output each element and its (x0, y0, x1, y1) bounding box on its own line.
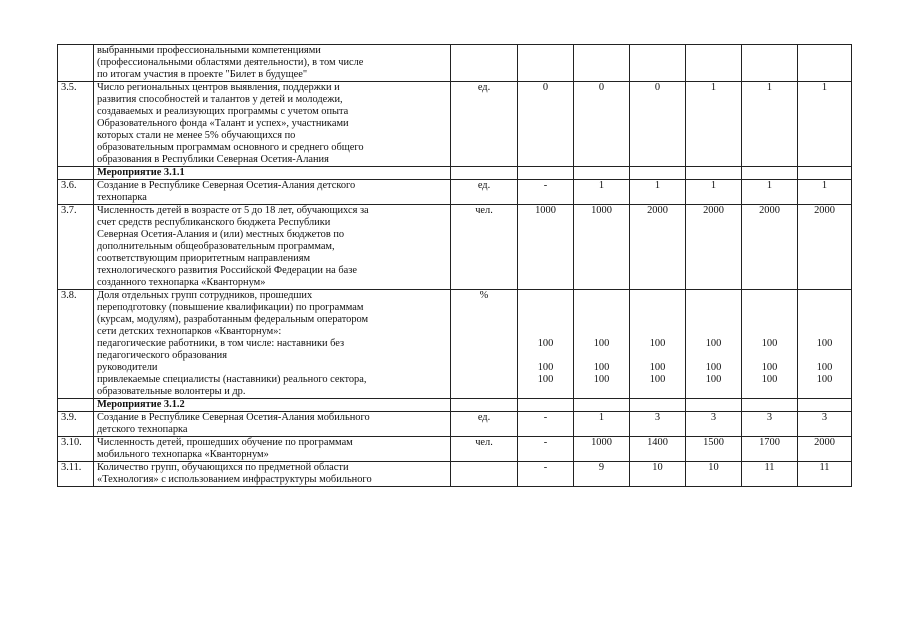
indicator-description (94, 290, 451, 399)
spacer (521, 326, 570, 338)
indicator-description (94, 412, 451, 437)
value-cell (630, 290, 686, 399)
value-cell: 0 (518, 82, 574, 167)
spacer (633, 386, 682, 398)
spacer (689, 386, 738, 398)
value-cell (686, 45, 742, 82)
indicator-description (94, 180, 451, 205)
value-cell: - (518, 180, 574, 205)
value-cell (742, 290, 798, 399)
spacer (521, 350, 570, 362)
description-line: счет средств республиканского бюджета Республики (97, 217, 331, 228)
spacer (577, 302, 626, 314)
description-line: мобильного технопарка «Кванторнум» (97, 449, 269, 460)
spacer (633, 314, 682, 326)
table-row (58, 412, 852, 437)
spacer (633, 302, 682, 314)
indicator-description (94, 437, 451, 462)
row-number-cell: 3.8. (58, 290, 94, 399)
sub-value: 100 (705, 338, 722, 349)
section-heading: Мероприятие 3.1.2 (94, 399, 451, 412)
value-cell: 3 (742, 412, 798, 437)
empty-cell (686, 399, 742, 412)
description-line: которых стали не менее 5% обучающихся по (97, 130, 296, 141)
sub-value: 100 (816, 374, 833, 385)
description-line: Создание в Республике Северная Осетия-Алания мобильного (97, 412, 370, 423)
value-cell: 1000 (574, 437, 630, 462)
value-cell: 1 (686, 180, 742, 205)
row-number-cell: 3.10. (58, 437, 94, 462)
table-row (58, 82, 852, 167)
value-cell: - (518, 462, 574, 487)
sub-value: 100 (705, 374, 722, 385)
value-cell (518, 45, 574, 82)
spacer (801, 290, 848, 302)
sub-value: 100 (537, 374, 554, 385)
row-number-cell: 3.6. (58, 180, 94, 205)
indicator-description (94, 82, 451, 167)
spacer (689, 350, 738, 362)
sub-indicator-line: образовательные волонтеры и др. (97, 386, 246, 397)
spacer (689, 290, 738, 302)
table-row (58, 205, 852, 290)
value-cell (518, 290, 574, 399)
value-cell: 9 (574, 462, 630, 487)
sub-value: 100 (537, 338, 554, 349)
table-row (58, 462, 852, 487)
sub-value: 100 (593, 362, 610, 373)
value-cell (798, 290, 852, 399)
description-line: Численность детей, прошедших обучение по программам (97, 437, 353, 448)
value-cell: 1000 (574, 205, 630, 290)
spacer (745, 386, 794, 398)
description-line: образования в Республики Северная Осетия-Алания (97, 154, 329, 165)
section-heading: Мероприятие 3.1.1 (94, 167, 451, 180)
value-cell: 2000 (798, 205, 852, 290)
spacer (801, 302, 848, 314)
sub-indicator-line: привлекаемые специалисты (наставники) реального сектора, (97, 374, 367, 385)
value-cell: 10 (686, 462, 742, 487)
table-body (58, 45, 852, 487)
sub-value: 100 (761, 374, 778, 385)
sub-value: 100 (593, 374, 610, 385)
spacer (801, 386, 848, 398)
description-line: «Технология» с использованием инфраструктуры мобильного (97, 474, 372, 485)
unit-cell: чел. (451, 437, 518, 462)
spacer (801, 314, 848, 326)
spacer (521, 386, 570, 398)
description-line: выбранными профессиональными компетенциями (97, 45, 321, 56)
row-number-cell (58, 45, 94, 82)
description-line: технологического развития Российской Федерации на базе (97, 265, 357, 276)
spacer (745, 290, 794, 302)
empty-cell (574, 167, 630, 180)
row-number-cell: 3.5. (58, 82, 94, 167)
description-line: переподготовку (повышение квалификации) по программам (97, 302, 364, 313)
spacer (633, 326, 682, 338)
spacer (521, 314, 570, 326)
value-cell: 2000 (630, 205, 686, 290)
empty-cell (630, 167, 686, 180)
empty-cell (798, 167, 852, 180)
value-cell: 3 (686, 412, 742, 437)
spacer (521, 302, 570, 314)
unit-cell (451, 462, 518, 487)
sub-value: 100 (705, 362, 722, 373)
value-cell (574, 290, 630, 399)
sub-value: 100 (816, 338, 833, 349)
unit-cell: ед. (451, 180, 518, 205)
spacer (745, 302, 794, 314)
description-line: развития способностей и талантов у детей и молодежи, (97, 94, 343, 105)
description-line: создаваемых и реализующих программы с учетом опыта (97, 106, 349, 117)
row-number-cell (58, 167, 94, 180)
description-line: (курсам, модулям), разработанным федеральным оператором (97, 314, 369, 325)
value-cell: 3 (798, 412, 852, 437)
empty-cell (574, 399, 630, 412)
sub-value: 100 (761, 362, 778, 373)
spacer (577, 386, 626, 398)
value-cell: 0 (574, 82, 630, 167)
value-cell: 1700 (742, 437, 798, 462)
table-row (58, 290, 852, 399)
description-line: Создание в Республике Северная Осетия-Алания детского (97, 180, 356, 191)
empty-cell (742, 167, 798, 180)
table-row (58, 437, 852, 462)
sub-value: 100 (649, 338, 666, 349)
sub-value: 100 (649, 362, 666, 373)
empty-cell (798, 399, 852, 412)
description-line: технопарка (97, 192, 147, 203)
spacer (689, 314, 738, 326)
indicators-table (57, 44, 852, 487)
spacer (745, 314, 794, 326)
description-line: соответствующим приоритетным направлениям (97, 253, 311, 264)
value-cell: - (518, 412, 574, 437)
table-row (58, 45, 852, 82)
table-row (58, 399, 852, 412)
row-number-cell: 3.9. (58, 412, 94, 437)
value-cell: 1 (574, 180, 630, 205)
value-cell (742, 45, 798, 82)
value-cell: 1 (630, 180, 686, 205)
value-cell: 1 (798, 82, 852, 167)
unit-cell: % (451, 290, 518, 399)
description-line: Численность детей в возрасте от 5 до 18 лет, обучающихся за (97, 205, 369, 216)
value-cell: 11 (742, 462, 798, 487)
sub-value: 100 (816, 362, 833, 373)
value-cell (686, 290, 742, 399)
value-cell: 10 (630, 462, 686, 487)
value-cell: 1 (798, 180, 852, 205)
unit-cell: ед. (451, 412, 518, 437)
value-cell: 1 (574, 412, 630, 437)
table-row (58, 180, 852, 205)
sub-value: 100 (537, 362, 554, 373)
value-cell: 2000 (798, 437, 852, 462)
description-line: по итогам участия в проекте "Билет в будущее" (97, 69, 308, 80)
spacer (577, 290, 626, 302)
value-cell: 2000 (742, 205, 798, 290)
value-cell: - (518, 437, 574, 462)
value-cell: 1000 (518, 205, 574, 290)
empty-cell (742, 399, 798, 412)
spacer (801, 326, 848, 338)
indicator-description (94, 45, 451, 82)
value-cell (798, 45, 852, 82)
description-line: Количество групп, обучающихся по предметной области (97, 462, 349, 473)
row-number-cell (58, 399, 94, 412)
row-number-cell: 3.7. (58, 205, 94, 290)
spacer (577, 314, 626, 326)
value-cell: 1 (742, 82, 798, 167)
empty-cell (686, 167, 742, 180)
description-line: Число региональных центров выявления, поддержки и (97, 82, 340, 93)
spacer (633, 350, 682, 362)
sub-indicator-line: руководители (97, 362, 158, 373)
unit-cell: чел. (451, 205, 518, 290)
row-number-cell: 3.11. (58, 462, 94, 487)
indicator-description (94, 462, 451, 487)
description-line: Северная Осетия-Алания и (или) местных бюджетов по (97, 229, 345, 240)
spacer (577, 350, 626, 362)
empty-cell (518, 399, 574, 412)
indicator-description (94, 205, 451, 290)
value-cell: 0 (630, 82, 686, 167)
value-cell (574, 45, 630, 82)
table-row (58, 167, 852, 180)
description-line: созданного технопарка «Кванторнум» (97, 277, 266, 288)
spacer (801, 350, 848, 362)
sub-indicator-line: педагогического образования (97, 350, 227, 361)
description-line: Доля отдельных групп сотрудников, прошедших (97, 290, 313, 301)
value-cell: 1500 (686, 437, 742, 462)
value-cell: 1400 (630, 437, 686, 462)
sub-value: 100 (593, 338, 610, 349)
empty-cell (451, 167, 518, 180)
spacer (745, 326, 794, 338)
unit-cell (451, 45, 518, 82)
description-line: дополнительным общеобразовательным программам, (97, 241, 335, 252)
value-cell: 2000 (686, 205, 742, 290)
value-cell (630, 45, 686, 82)
description-line: сети детских технопарков «Кванторнум»: (97, 326, 282, 337)
sub-value: 100 (649, 374, 666, 385)
empty-cell (630, 399, 686, 412)
empty-cell (451, 399, 518, 412)
value-cell: 1 (742, 180, 798, 205)
description-line: детского технопарка (97, 424, 188, 435)
unit-cell: ед. (451, 82, 518, 167)
spacer (577, 326, 626, 338)
description-line: образовательным программам основного и среднего общего (97, 142, 364, 153)
value-cell: 1 (686, 82, 742, 167)
spacer (689, 302, 738, 314)
empty-cell (518, 167, 574, 180)
sub-value: 100 (761, 338, 778, 349)
spacer (633, 290, 682, 302)
spacer (745, 350, 794, 362)
description-line: (профессиональными областями деятельности), в том числе (97, 57, 364, 68)
spacer (521, 290, 570, 302)
spacer (689, 326, 738, 338)
description-line: Образовательного фонда «Талант и успех», участниками (97, 118, 349, 129)
value-cell: 11 (798, 462, 852, 487)
sub-indicator-line: педагогические работники, в том числе: наставники без (97, 338, 345, 349)
value-cell: 3 (630, 412, 686, 437)
